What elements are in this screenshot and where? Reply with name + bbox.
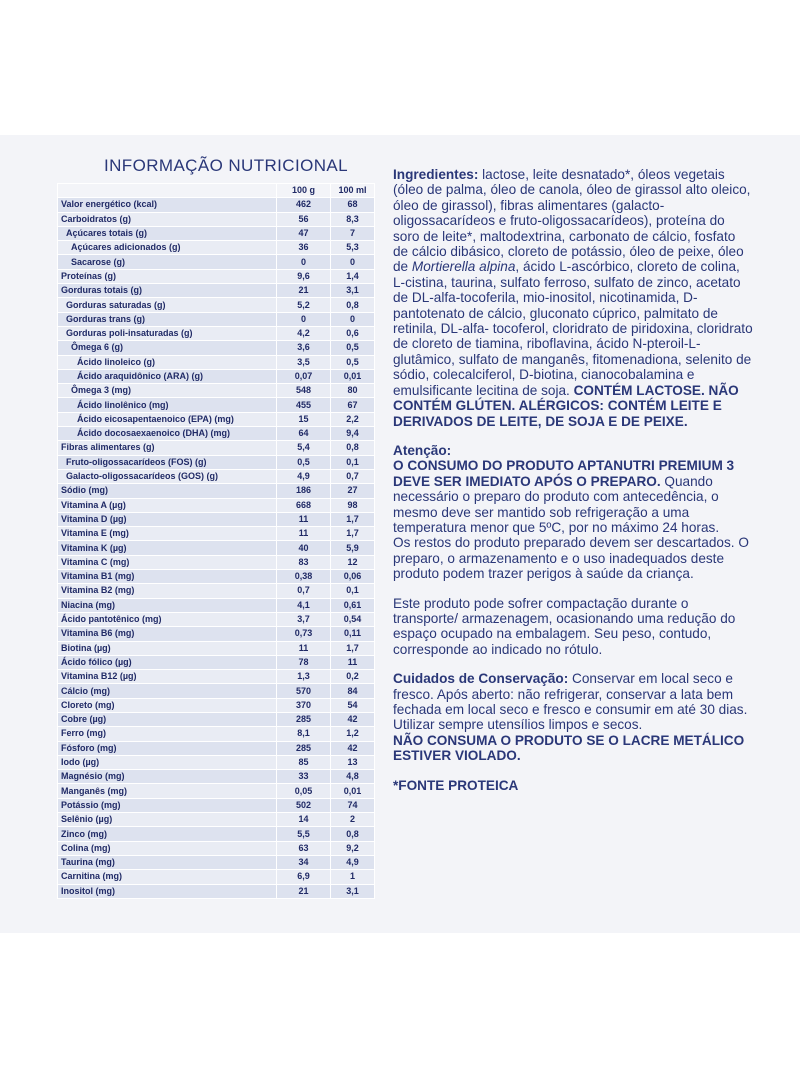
table-row [58, 698, 375, 712]
value-per-100ml: 9,2 [331, 841, 375, 855]
table-row [58, 427, 375, 441]
table-row [58, 326, 375, 340]
nutrient-name: Carboidratos (g) [58, 212, 277, 226]
table-row [58, 241, 375, 255]
nutrition-table [57, 183, 375, 899]
table-row [58, 255, 375, 269]
value-per-100g: 11 [277, 527, 331, 541]
value-per-100g: 462 [277, 198, 331, 212]
ingredients-label: Ingredientes: [393, 167, 479, 182]
nutrient-name: Açúcares totais (g) [58, 226, 277, 240]
nutrient-name: Taurina (mg) [58, 855, 277, 869]
nutrient-name: Sódio (mg) [58, 484, 277, 498]
nutrient-name: Cloreto (mg) [58, 698, 277, 712]
value-per-100g: 186 [277, 484, 331, 498]
value-per-100ml: 27 [331, 484, 375, 498]
value-per-100ml: 98 [331, 498, 375, 512]
nutrient-name: Vitamina K (µg) [58, 541, 277, 555]
value-per-100ml: 42 [331, 741, 375, 755]
nutrient-name: Biotina (µg) [58, 641, 277, 655]
nutrient-name: Vitamina B1 (mg) [58, 570, 277, 584]
care-label: Cuidados de Conservação: [393, 671, 569, 687]
value-per-100g: 0,73 [277, 627, 331, 641]
nutrient-name: Ácido araquidônico (ARA) (g) [58, 369, 277, 383]
value-per-100g: 502 [277, 798, 331, 812]
nutrient-name: Carnitina (mg) [58, 870, 277, 884]
table-row [58, 441, 375, 455]
value-per-100g: 6,9 [277, 870, 331, 884]
value-per-100ml: 0,01 [331, 784, 375, 798]
attention-label: Atenção: [393, 442, 452, 458]
value-per-100ml: 0,01 [331, 369, 375, 383]
value-per-100g: 78 [277, 655, 331, 669]
value-per-100g: 0 [277, 255, 331, 269]
nutrient-name: Valor energético (kcal) [58, 198, 277, 212]
value-per-100g: 370 [277, 698, 331, 712]
ingredients-text-2: , ácido L-ascórbico, cloreto de colina, L-cistina, taurina, sulfato ferroso, sulfato de zinco, acetato de DL-alfa-tocoferila, mio-inositol, nicotinamida, D-pantotenato de cálcio, gluconato cúprico, palmitato de retinila, DL-alfa- tocoferol, cloridrato de piridoxina, cloridrato de cloreto de tiamina, riboflavina, ácido N-pteroil-L-glutâmico, sulfato de manganês, fitomenadiona, selenito de sódio, colecalciferol, D-biotina, cianocobalamina e emulsificante lecitina de soja. [393, 259, 753, 398]
nutrient-name: Ácido linoleico (g) [58, 355, 277, 369]
value-per-100ml: 68 [331, 198, 375, 212]
value-per-100ml: 0,11 [331, 627, 375, 641]
table-row [58, 527, 375, 541]
value-per-100g: 36 [277, 241, 331, 255]
value-per-100ml: 0,1 [331, 455, 375, 469]
table-row [58, 498, 375, 512]
table-row [58, 541, 375, 555]
table-row [58, 484, 375, 498]
value-per-100ml: 11 [331, 655, 375, 669]
value-per-100ml: 54 [331, 698, 375, 712]
ingredients-text-1: lactose, leite desnatado*, óleos vegetais (óleo de palma, óleo de canola, óleo de girassol alto oleico, óleo de girassol), fibras alimentares (galacto-oligossacarídeos e fruto-oligossacarídeos), proteína do soro de leite*, maltodextrina, carbonato de cálcio, fosfato de cálcio dibásico, cloreto de potássio, óleo de peixe, óleo de [393, 167, 751, 275]
value-per-100ml: 3,1 [331, 284, 375, 298]
table-row [58, 798, 375, 812]
value-per-100ml: 42 [331, 712, 375, 726]
nutrient-name: Açúcares adicionados (g) [58, 241, 277, 255]
value-per-100ml: 0,61 [331, 598, 375, 612]
value-per-100ml: 4,9 [331, 855, 375, 869]
table-row [58, 813, 375, 827]
table-row [58, 755, 375, 769]
value-per-100ml: 5,3 [331, 241, 375, 255]
value-per-100ml: 0,8 [331, 827, 375, 841]
leftovers-paragraph: Os restos do produto preparado devem ser descartados. O preparo, o armazenamento e o uso inadequados deste produto podem trazer perigos à saúde da criança. [393, 535, 749, 582]
value-per-100ml: 1 [331, 870, 375, 884]
value-per-100g: 40 [277, 541, 331, 555]
value-per-100ml: 74 [331, 798, 375, 812]
table-row [58, 412, 375, 426]
table-row [58, 298, 375, 312]
table-row [58, 284, 375, 298]
nutrient-name: Vitamina B12 (µg) [58, 670, 277, 684]
value-per-100ml: 0 [331, 255, 375, 269]
nutrient-name: Sacarose (g) [58, 255, 277, 269]
ingredients-italic: Mortierella alpina [411, 259, 516, 275]
value-per-100g: 14 [277, 813, 331, 827]
nutrient-name: Ferro (mg) [58, 727, 277, 741]
value-per-100g: 21 [277, 884, 331, 898]
nutrition-header-row [58, 184, 375, 198]
attention-paragraph [393, 443, 753, 535]
value-per-100g: 11 [277, 641, 331, 655]
value-per-100ml: 7 [331, 226, 375, 240]
value-per-100g: 570 [277, 684, 331, 698]
value-per-100g: 5,4 [277, 441, 331, 455]
nutrient-name: Ácido fólico (µg) [58, 655, 277, 669]
value-per-100ml: 0,5 [331, 341, 375, 355]
value-per-100g: 63 [277, 841, 331, 855]
nutrient-name: Gorduras totais (g) [58, 284, 277, 298]
nutrient-name: Selênio (µg) [58, 813, 277, 827]
nutrient-name: Fibras alimentares (g) [58, 441, 277, 455]
value-per-100g: 64 [277, 427, 331, 441]
table-row [58, 784, 375, 798]
value-per-100ml: 13 [331, 755, 375, 769]
table-row [58, 355, 375, 369]
care-warning: NÃO CONSUMA O PRODUTO SE O LACRE METÁLICO ESTIVER VIOLADO. [393, 732, 745, 764]
header-nutrient [58, 184, 277, 198]
table-row [58, 770, 375, 784]
value-per-100ml: 67 [331, 398, 375, 412]
nutrient-name: Potássio (mg) [58, 798, 277, 812]
value-per-100g: 85 [277, 755, 331, 769]
value-per-100g: 83 [277, 555, 331, 569]
table-row [58, 512, 375, 526]
table-row [58, 584, 375, 598]
nutrient-name: Proteínas (g) [58, 269, 277, 283]
table-row [58, 741, 375, 755]
value-per-100g: 34 [277, 855, 331, 869]
value-per-100g: 5,2 [277, 298, 331, 312]
allergen-statement: CONTÉM LACTOSE. NÃO CONTÉM GLÚTEN. ALÉRGICOS: CONTÉM LEITE E DERIVADOS DE LEITE, DE SOJA E DE PEIXE. [393, 382, 739, 429]
table-row [58, 212, 375, 226]
nutrient-name: Cálcio (mg) [58, 684, 277, 698]
nutrient-name: Ácido pantotênico (mg) [58, 612, 277, 626]
value-per-100g: 285 [277, 712, 331, 726]
value-per-100g: 3,7 [277, 612, 331, 626]
value-per-100ml: 2,2 [331, 412, 375, 426]
nutrient-name: Niacina (mg) [58, 598, 277, 612]
nutrient-name: Cobre (µg) [58, 712, 277, 726]
table-row [58, 627, 375, 641]
table-row [58, 884, 375, 898]
care-paragraph [393, 671, 753, 763]
value-per-100g: 21 [277, 284, 331, 298]
nutrient-name: Ácido eicosapentaenoico (EPA) (mg) [58, 412, 277, 426]
table-row [58, 670, 375, 684]
nutrient-name: Fósforo (mg) [58, 741, 277, 755]
table-row [58, 469, 375, 483]
nutrient-name: Gorduras poli-insaturadas (g) [58, 326, 277, 340]
table-row [58, 198, 375, 212]
value-per-100g: 9,6 [277, 269, 331, 283]
table-row [58, 269, 375, 283]
value-per-100ml: 0,6 [331, 326, 375, 340]
value-per-100ml: 0,2 [331, 670, 375, 684]
value-per-100ml: 1,7 [331, 527, 375, 541]
table-row [58, 841, 375, 855]
value-per-100ml: 0,8 [331, 441, 375, 455]
product-text-column [393, 167, 753, 793]
value-per-100ml: 0,7 [331, 469, 375, 483]
value-per-100g: 0,38 [277, 570, 331, 584]
nutrient-name: Iodo (µg) [58, 755, 277, 769]
value-per-100ml: 3,1 [331, 884, 375, 898]
nutrient-name: Ômega 6 (g) [58, 341, 277, 355]
care-text: Conservar em local seco e fresco. Após aberto: não refrigerar, conservar a lata bem fechada em local seco e fresco e consumir em até 30 dias. Utilizar sempre utensílios limpos e secos. [393, 671, 748, 733]
value-per-100g: 0 [277, 312, 331, 326]
table-row [58, 727, 375, 741]
value-per-100ml: 0,06 [331, 570, 375, 584]
nutrient-name: Galacto-oligossacarídeos (GOS) (g) [58, 469, 277, 483]
nutrient-name: Vitamina C (mg) [58, 555, 277, 569]
table-row [58, 870, 375, 884]
value-per-100g: 3,6 [277, 341, 331, 355]
value-per-100g: 5,5 [277, 827, 331, 841]
value-per-100g: 4,2 [277, 326, 331, 340]
table-row [58, 398, 375, 412]
value-per-100g: 0,07 [277, 369, 331, 383]
nutrient-name: Ácido docosaexaenoico (DHA) (mg) [58, 427, 277, 441]
value-per-100g: 3,5 [277, 355, 331, 369]
table-row [58, 312, 375, 326]
nutrient-name: Manganês (mg) [58, 784, 277, 798]
attention-bold: O CONSUMO DO PRODUTO APTANUTRI PREMIUM 3 DEVE SER IMEDIATO APÓS O PREPARO. [393, 458, 735, 489]
value-per-100g: 0,7 [277, 584, 331, 598]
value-per-100g: 15 [277, 412, 331, 426]
value-per-100g: 4,9 [277, 469, 331, 483]
nutrient-name: Vitamina B2 (mg) [58, 584, 277, 598]
value-per-100ml: 1,7 [331, 512, 375, 526]
nutrient-name: Colina (mg) [58, 841, 277, 855]
value-per-100ml: 0,54 [331, 612, 375, 626]
nutrient-name: Magnésio (mg) [58, 770, 277, 784]
value-per-100ml: 0,8 [331, 298, 375, 312]
table-row [58, 827, 375, 841]
value-per-100g: 0,5 [277, 455, 331, 469]
value-per-100ml: 1,2 [331, 727, 375, 741]
value-per-100g: 668 [277, 498, 331, 512]
table-row [58, 341, 375, 355]
table-row [58, 384, 375, 398]
value-per-100ml: 0,5 [331, 355, 375, 369]
compaction-paragraph: Este produto pode sofrer compactação durante o transporte/ armazenagem, ocasionando uma redução do espaço ocupado na embalagem. Seu peso, contudo, corresponde ao indicado no rótulo. [393, 595, 736, 657]
value-per-100g: 8,1 [277, 727, 331, 741]
header-per-100ml: 100 ml [331, 184, 375, 198]
value-per-100ml: 1,7 [331, 641, 375, 655]
nutrient-name: Ômega 3 (mg) [58, 384, 277, 398]
table-row [58, 570, 375, 584]
ingredients-paragraph [393, 167, 753, 429]
table-row [58, 612, 375, 626]
nutrient-name: Gorduras saturadas (g) [58, 298, 277, 312]
nutrient-name: Vitamina B6 (mg) [58, 627, 277, 641]
nutrition-title: INFORMAÇÃO NUTRICIONAL [104, 156, 348, 175]
value-per-100g: 0,05 [277, 784, 331, 798]
table-row [58, 655, 375, 669]
table-row [58, 455, 375, 469]
value-per-100ml: 84 [331, 684, 375, 698]
table-row [58, 712, 375, 726]
attention-text: Quando necessário o preparo do produto com antecedência, o mesmo deve ser mantido sob refrigeração a uma temperatura menor que 5ºC, por no máximo 24 horas. [393, 473, 720, 535]
value-per-100ml: 2 [331, 813, 375, 827]
value-per-100g: 548 [277, 384, 331, 398]
nutrient-name: Vitamina D (µg) [58, 512, 277, 526]
nutrient-name: Vitamina A (µg) [58, 498, 277, 512]
value-per-100g: 4,1 [277, 598, 331, 612]
table-row [58, 369, 375, 383]
table-row [58, 641, 375, 655]
table-row [58, 555, 375, 569]
nutrient-name: Vitamina E (mg) [58, 527, 277, 541]
table-row [58, 226, 375, 240]
table-row [58, 684, 375, 698]
value-per-100ml: 8,3 [331, 212, 375, 226]
value-per-100g: 455 [277, 398, 331, 412]
value-per-100ml: 9,4 [331, 427, 375, 441]
value-per-100ml: 5,9 [331, 541, 375, 555]
nutrient-name: Ácido linolênico (mg) [58, 398, 277, 412]
value-per-100g: 285 [277, 741, 331, 755]
value-per-100ml: 80 [331, 384, 375, 398]
value-per-100g: 47 [277, 226, 331, 240]
footnote [393, 778, 753, 793]
value-per-100ml: 1,4 [331, 269, 375, 283]
value-per-100ml: 12 [331, 555, 375, 569]
value-per-100g: 11 [277, 512, 331, 526]
value-per-100g: 33 [277, 770, 331, 784]
footnote-text: *FONTE PROTEICA [393, 777, 519, 793]
value-per-100g: 1,3 [277, 670, 331, 684]
value-per-100ml: 4,8 [331, 770, 375, 784]
nutrient-name: Fruto-oligossacarídeos (FOS) (g) [58, 455, 277, 469]
nutrient-name: Inositol (mg) [58, 884, 277, 898]
table-row [58, 855, 375, 869]
value-per-100g: 56 [277, 212, 331, 226]
header-per-100g: 100 g [277, 184, 331, 198]
nutrient-name: Gorduras trans (g) [58, 312, 277, 326]
table-row [58, 598, 375, 612]
value-per-100ml: 0 [331, 312, 375, 326]
value-per-100ml: 0,1 [331, 584, 375, 598]
nutrient-name: Zinco (mg) [58, 827, 277, 841]
